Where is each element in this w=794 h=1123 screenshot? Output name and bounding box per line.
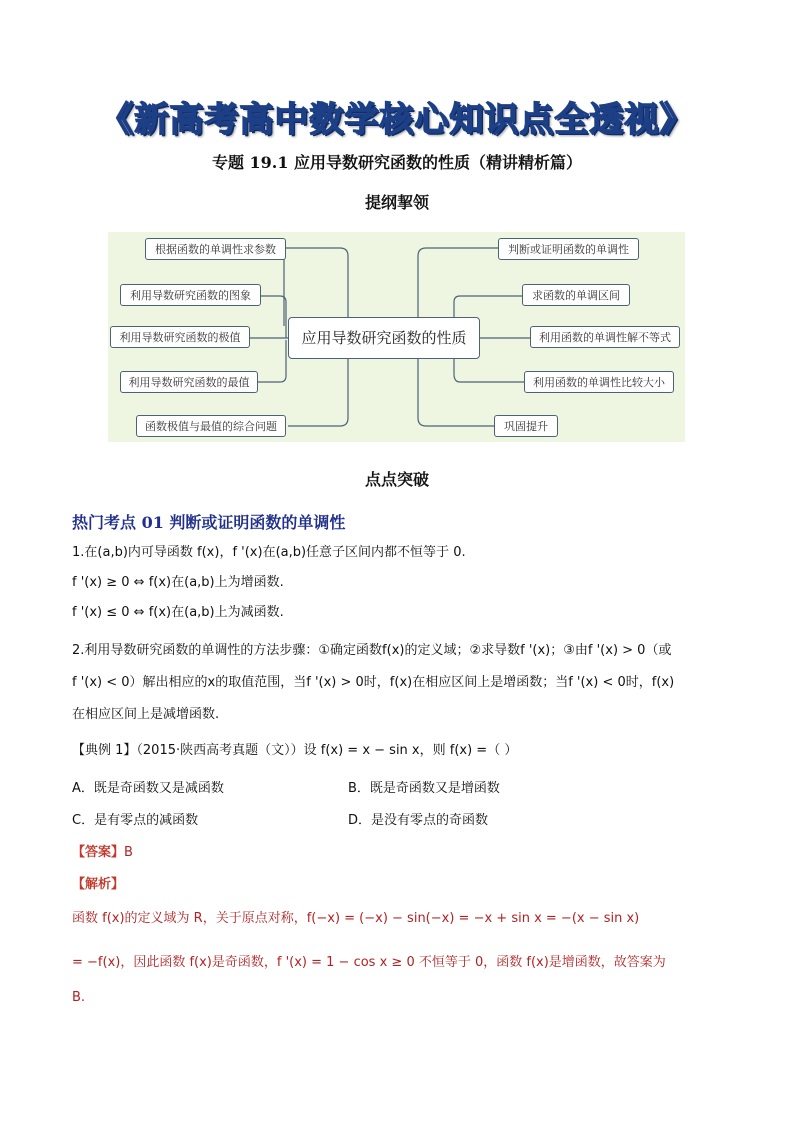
analysis-line-2: = −f(x)，因此函数 f(x)是奇函数，f '(x) = 1 − cos x ≥ 0 不恒等于 0，函数 f(x)是增函数，故答案为	[72, 955, 666, 970]
option-c: C．是有零点的减函数	[72, 813, 199, 828]
example-label: 【典例 1】	[72, 743, 137, 758]
mindmap-node-right-4: 利用函数的单调性比较大小	[524, 371, 674, 393]
document-subtitle: 专题 19.1 应用导数研究函数的性质（精讲精析篇）	[211, 153, 583, 172]
mindmap-node-left-2: 利用导数研究函数的图象	[120, 284, 261, 306]
analysis-tag: 【解析】	[72, 877, 125, 892]
p1-line-1: 1.在(a,b)内可导函数 f(x)，f '(x)在(a,b)任意子区间内都不恒等于 0.	[72, 545, 466, 560]
mindmap-center-node: 应用导数研究函数的性质	[288, 317, 480, 359]
series-banner: 《新高考高中数学核心知识点全透视》	[99, 100, 695, 140]
p2-line-1: 2.利用导数研究函数的单调性的方法步骤：①确定函数f(x)的定义域；②求导数f '(x)；③由f '(x) > 0（或	[72, 643, 672, 658]
answer	[72, 841, 133, 860]
p1-line-2: f '(x) ≥ 0 ⇔ f(x)在(a,b)上为增函数.	[72, 575, 284, 590]
p2-line-2: f '(x) < 0）解出相应的x的取值范围，当f '(x) > 0时，f(x)在相应区间上是增函数；当f '(x) < 0时，f(x)	[72, 675, 675, 690]
mindmap-node-right-2: 求函数的单调区间	[522, 284, 630, 306]
analysis-line-3: B.	[72, 990, 86, 1005]
example-stem: （2015·陕西高考真题（文））设 f(x) = x − sin x，则 f(x) =（ ）	[136, 743, 518, 758]
mindmap-node-left-3: 利用导数研究函数的极值	[110, 326, 250, 348]
section-title: 热门考点 01 判断或证明函数的单调性	[72, 513, 346, 532]
option-a: A．既是奇函数又是减函数	[72, 781, 224, 796]
answer-label: 【答案】	[72, 845, 125, 860]
mindmap-node-right-1: 判断或证明函数的单调性	[498, 238, 639, 260]
breakthrough-heading: 点点突破	[364, 470, 429, 489]
analysis-line-1: 函数 f(x)的定义域为 R，关于原点对称，f(−x) = (−x) − sin(−x) = −x + sin x = −(x − sin x)	[72, 911, 640, 926]
answer-value: B	[124, 845, 133, 860]
p1-line-3: f '(x) ≤ 0 ⇔ f(x)在(a,b)上为减函数.	[72, 605, 284, 620]
mindmap-node-left-1: 根据函数的单调性求参数	[145, 238, 286, 260]
analysis-label	[72, 873, 124, 892]
p2-line-3: 在相应区间上是减增函数.	[72, 707, 220, 722]
example-1	[72, 739, 517, 758]
mindmap-node-left-4: 利用导数研究函数的最值	[120, 371, 258, 393]
mindmap-node-left-5: 函数极值与最值的综合问题	[136, 415, 286, 437]
mindmap-node-right-3: 利用函数的单调性解不等式	[530, 326, 680, 348]
option-d: D．是没有零点的奇函数	[348, 813, 489, 828]
mind-map	[108, 232, 685, 442]
option-b: B．既是奇函数又是增函数	[348, 781, 500, 796]
outline-heading: 提纲挈领	[364, 193, 429, 212]
mindmap-node-right-5: 巩固提升	[494, 415, 558, 437]
